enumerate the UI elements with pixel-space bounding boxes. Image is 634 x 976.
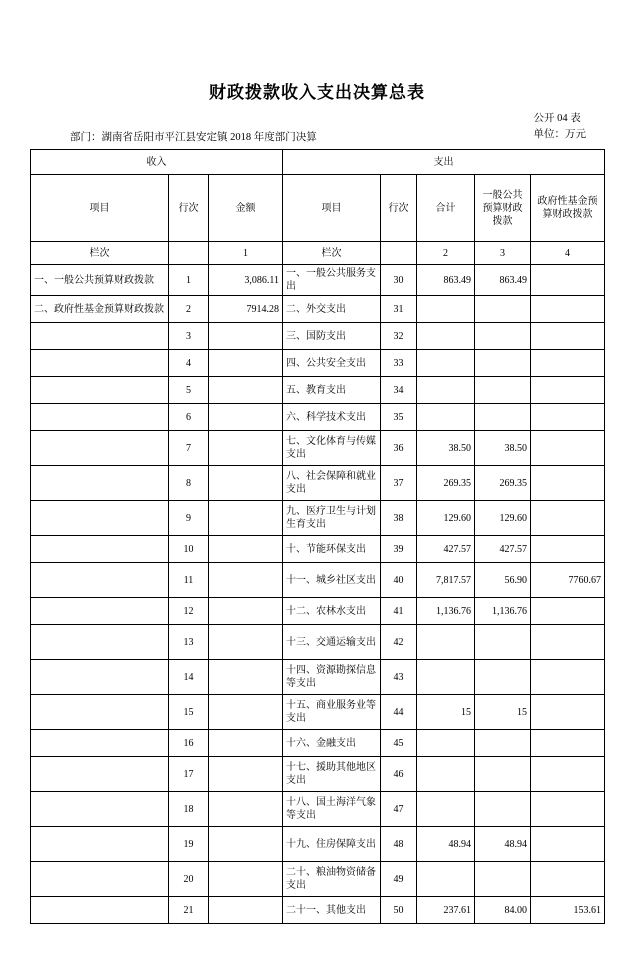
- cell-income-amount: [209, 431, 283, 466]
- cell-exp-line: 32: [381, 323, 417, 350]
- cell-exp-item: 十九、住房保障支出: [283, 827, 381, 862]
- cell-exp-line: 41: [381, 598, 417, 625]
- cell-income-amount: [209, 598, 283, 625]
- cell-income-item: [31, 757, 169, 792]
- cell-exp-line: 37: [381, 466, 417, 501]
- cell-income-item: [31, 404, 169, 431]
- cell-income-amount: [209, 660, 283, 695]
- col-header-income-line: 行次: [169, 175, 209, 242]
- cell-exp-total: 48.94: [417, 827, 475, 862]
- col-header-exp-line: 行次: [381, 175, 417, 242]
- cell-exp-total: 15: [417, 695, 475, 730]
- cell-income-line: 6: [169, 404, 209, 431]
- cell-exp-general: 1,136.76: [475, 598, 531, 625]
- col-index-exp-fund: 4: [531, 242, 605, 265]
- cell-income-amount: 3,086.11: [209, 265, 283, 296]
- cell-exp-fund: [531, 660, 605, 695]
- table-row: [31, 431, 605, 466]
- table-row: [31, 265, 605, 296]
- cell-exp-line: 34: [381, 377, 417, 404]
- cell-exp-fund: [531, 536, 605, 563]
- cell-exp-item: 二十、粮油物资储备支出: [283, 862, 381, 897]
- cell-income-item: [31, 660, 169, 695]
- cell-exp-item: 八、社会保障和就业支出: [283, 466, 381, 501]
- cell-exp-general: [475, 350, 531, 377]
- cell-income-amount: [209, 501, 283, 536]
- cell-exp-fund: [531, 377, 605, 404]
- cell-income-amount: 7914.28: [209, 296, 283, 323]
- col-index-exp-label: 栏次: [283, 242, 381, 265]
- budget-table: [30, 149, 605, 924]
- cell-income-line: 5: [169, 377, 209, 404]
- cell-exp-fund: [531, 466, 605, 501]
- cell-exp-total: [417, 350, 475, 377]
- cell-income-item: [31, 792, 169, 827]
- cell-exp-line: 46: [381, 757, 417, 792]
- cell-income-line: 7: [169, 431, 209, 466]
- cell-exp-item: 十六、金融支出: [283, 730, 381, 757]
- cell-exp-total: 38.50: [417, 431, 475, 466]
- cell-income-line: 15: [169, 695, 209, 730]
- table-row: [31, 563, 605, 598]
- cell-income-item: [31, 323, 169, 350]
- cell-income-line: 17: [169, 757, 209, 792]
- cell-exp-total: 129.60: [417, 501, 475, 536]
- cell-income-amount: [209, 897, 283, 924]
- cell-income-amount: [209, 350, 283, 377]
- cell-income-item: [31, 598, 169, 625]
- cell-income-item: [31, 466, 169, 501]
- cell-exp-fund: [531, 296, 605, 323]
- cell-exp-total: [417, 625, 475, 660]
- cell-exp-total: [417, 730, 475, 757]
- table-row: [31, 897, 605, 924]
- col-index-income-label: 栏次: [31, 242, 169, 265]
- cell-income-item: [31, 431, 169, 466]
- cell-exp-fund: [531, 265, 605, 296]
- col-header-exp-item: 项目: [283, 175, 381, 242]
- cell-income-line: 4: [169, 350, 209, 377]
- cell-exp-fund: [531, 730, 605, 757]
- cell-exp-item: 九、医疗卫生与计划生育支出: [283, 501, 381, 536]
- cell-exp-total: [417, 404, 475, 431]
- cell-exp-line: 42: [381, 625, 417, 660]
- col-index-exp-total: 2: [417, 242, 475, 265]
- cell-exp-item: 十七、援助其他地区支出: [283, 757, 381, 792]
- cell-income-amount: [209, 625, 283, 660]
- cell-exp-item: 十八、国土海洋气象等支出: [283, 792, 381, 827]
- cell-exp-line: 38: [381, 501, 417, 536]
- cell-exp-general: [475, 296, 531, 323]
- table-column-header-row: [31, 175, 605, 242]
- cell-income-amount: [209, 792, 283, 827]
- cell-income-line: 18: [169, 792, 209, 827]
- cell-exp-line: 30: [381, 265, 417, 296]
- cell-income-item: [31, 377, 169, 404]
- cell-income-item: [31, 827, 169, 862]
- cell-income-item: [31, 563, 169, 598]
- table-row: [31, 466, 605, 501]
- cell-exp-item: 二十一、其他支出: [283, 897, 381, 924]
- col-header-exp-general: 一般公共预算财政拨款: [475, 175, 531, 242]
- cell-exp-general: [475, 757, 531, 792]
- cell-income-line: 16: [169, 730, 209, 757]
- col-header-income-amount: 金额: [209, 175, 283, 242]
- cell-income-item: 一、一般公共预算财政拨款: [31, 265, 169, 296]
- cell-exp-general: 269.35: [475, 466, 531, 501]
- form-code: 公开 04 表: [533, 113, 581, 124]
- cell-exp-item: 十三、交通运输支出: [283, 625, 381, 660]
- cell-income-item: [31, 501, 169, 536]
- cell-exp-fund: 7760.67: [531, 563, 605, 598]
- cell-exp-general: 84.00: [475, 897, 531, 924]
- col-index-income-line: [169, 242, 209, 265]
- cell-income-amount: [209, 695, 283, 730]
- cell-exp-total: 427.57: [417, 536, 475, 563]
- cell-income-line: 1: [169, 265, 209, 296]
- cell-income-item: [31, 536, 169, 563]
- col-header-exp-fund: 政府性基金预算财政拨款: [531, 175, 605, 242]
- cell-exp-general: [475, 660, 531, 695]
- cell-exp-total: 7,817.57: [417, 563, 475, 598]
- cell-income-item: [31, 625, 169, 660]
- cell-exp-fund: [531, 625, 605, 660]
- cell-exp-total: [417, 862, 475, 897]
- cell-exp-item: 十四、资源勘探信息等支出: [283, 660, 381, 695]
- cell-income-amount: [209, 536, 283, 563]
- cell-exp-total: 269.35: [417, 466, 475, 501]
- cell-income-amount: [209, 862, 283, 897]
- cell-exp-total: [417, 757, 475, 792]
- cell-exp-general: 48.94: [475, 827, 531, 862]
- cell-income-amount: [209, 466, 283, 501]
- table-row: [31, 625, 605, 660]
- cell-exp-item: 五、教育支出: [283, 377, 381, 404]
- cell-exp-general: 427.57: [475, 536, 531, 563]
- cell-income-amount: [209, 827, 283, 862]
- cell-exp-item: 二、外交支出: [283, 296, 381, 323]
- cell-exp-fund: [531, 350, 605, 377]
- cell-exp-fund: [531, 792, 605, 827]
- cell-exp-fund: [531, 431, 605, 466]
- table-row: [31, 862, 605, 897]
- table-row: [31, 660, 605, 695]
- cell-exp-total: [417, 660, 475, 695]
- cell-exp-general: 863.49: [475, 265, 531, 296]
- cell-exp-item: 四、公共安全支出: [283, 350, 381, 377]
- document-page: [0, 78, 634, 976]
- cell-exp-item: 十二、农林水支出: [283, 598, 381, 625]
- cell-income-amount: [209, 730, 283, 757]
- cell-income-line: 14: [169, 660, 209, 695]
- cell-exp-line: 35: [381, 404, 417, 431]
- cell-exp-total: 237.61: [417, 897, 475, 924]
- cell-exp-fund: [531, 501, 605, 536]
- cell-exp-line: 50: [381, 897, 417, 924]
- cell-income-amount: [209, 377, 283, 404]
- table-row: [31, 350, 605, 377]
- cell-income-line: 3: [169, 323, 209, 350]
- col-index-exp-general: 3: [475, 242, 531, 265]
- page-title: 财政拨款收入支出决算总表: [209, 83, 425, 102]
- cell-income-amount: [209, 563, 283, 598]
- cell-exp-total: 863.49: [417, 265, 475, 296]
- table-row: [31, 757, 605, 792]
- cell-exp-item: 六、科学技术支出: [283, 404, 381, 431]
- cell-exp-line: 44: [381, 695, 417, 730]
- department-note: 部门：湖南省岳阳市平江县安定镇 2018 年度部门决算: [70, 132, 317, 143]
- cell-income-line: 11: [169, 563, 209, 598]
- cell-exp-line: 43: [381, 660, 417, 695]
- cell-exp-general: [475, 625, 531, 660]
- cell-income-line: 10: [169, 536, 209, 563]
- table-row: [31, 323, 605, 350]
- table-group-header-row: [31, 150, 605, 175]
- table-row: [31, 501, 605, 536]
- cell-exp-general: 38.50: [475, 431, 531, 466]
- cell-exp-general: [475, 730, 531, 757]
- cell-exp-total: [417, 296, 475, 323]
- cell-exp-line: 31: [381, 296, 417, 323]
- cell-exp-line: 47: [381, 792, 417, 827]
- cell-exp-general: [475, 792, 531, 827]
- table-row: [31, 296, 605, 323]
- cell-income-item: [31, 350, 169, 377]
- table-row: [31, 827, 605, 862]
- cell-income-item: [31, 695, 169, 730]
- cell-exp-item: 三、国防支出: [283, 323, 381, 350]
- cell-exp-fund: [531, 757, 605, 792]
- col-header-exp-total: 合计: [417, 175, 475, 242]
- cell-income-line: 8: [169, 466, 209, 501]
- col-header-income-item: 项目: [31, 175, 169, 242]
- cell-exp-line: 48: [381, 827, 417, 862]
- cell-income-line: 12: [169, 598, 209, 625]
- cell-exp-fund: [531, 323, 605, 350]
- cell-income-line: 20: [169, 862, 209, 897]
- table-row: [31, 695, 605, 730]
- meta-right-block: [534, 111, 587, 143]
- unit-note: 单位：万元: [533, 129, 586, 140]
- cell-exp-general: 129.60: [475, 501, 531, 536]
- col-index-income-amount: 1: [209, 242, 283, 265]
- cell-exp-general: [475, 862, 531, 897]
- table-row: [31, 792, 605, 827]
- cell-income-amount: [209, 404, 283, 431]
- cell-exp-general: [475, 323, 531, 350]
- table-column-index-row: [31, 242, 605, 265]
- cell-income-line: 19: [169, 827, 209, 862]
- table-row: [31, 730, 605, 757]
- cell-exp-item: 七、文化体育与传媒支出: [283, 431, 381, 466]
- cell-income-item: [31, 862, 169, 897]
- cell-exp-line: 36: [381, 431, 417, 466]
- cell-income-amount: [209, 323, 283, 350]
- cell-income-amount: [209, 757, 283, 792]
- table-row: [31, 377, 605, 404]
- cell-income-line: 9: [169, 501, 209, 536]
- cell-exp-fund: [531, 862, 605, 897]
- cell-exp-line: 39: [381, 536, 417, 563]
- cell-exp-line: 40: [381, 563, 417, 598]
- cell-exp-fund: [531, 827, 605, 862]
- table-row: [31, 404, 605, 431]
- cell-income-item: [31, 730, 169, 757]
- group-header-income: 收入: [31, 150, 283, 175]
- cell-exp-fund: 153.61: [531, 897, 605, 924]
- cell-exp-line: 49: [381, 862, 417, 897]
- cell-exp-item: 十一、城乡社区支出: [283, 563, 381, 598]
- cell-income-item: [31, 897, 169, 924]
- cell-income-item: 二、政府性基金预算财政拨款: [31, 296, 169, 323]
- cell-exp-general: [475, 377, 531, 404]
- cell-exp-total: 1,136.76: [417, 598, 475, 625]
- cell-exp-line: 45: [381, 730, 417, 757]
- cell-exp-fund: [531, 695, 605, 730]
- col-index-exp-line: [381, 242, 417, 265]
- cell-exp-total: [417, 323, 475, 350]
- cell-exp-item: 十五、商业服务业等支出: [283, 695, 381, 730]
- cell-exp-fund: [531, 598, 605, 625]
- cell-exp-total: [417, 377, 475, 404]
- group-header-expenditure: 支出: [283, 150, 605, 175]
- table-row: [31, 536, 605, 563]
- document-meta: [30, 111, 604, 149]
- cell-exp-fund: [531, 404, 605, 431]
- cell-income-line: 2: [169, 296, 209, 323]
- table-row: [31, 598, 605, 625]
- cell-exp-item: 一、一般公共服务支出: [283, 265, 381, 296]
- cell-exp-item: 十、节能环保支出: [283, 536, 381, 563]
- cell-exp-general: 15: [475, 695, 531, 730]
- cell-exp-total: [417, 792, 475, 827]
- cell-exp-line: 33: [381, 350, 417, 377]
- cell-income-line: 21: [169, 897, 209, 924]
- cell-income-line: 13: [169, 625, 209, 660]
- cell-exp-general: 56.90: [475, 563, 531, 598]
- cell-exp-general: [475, 404, 531, 431]
